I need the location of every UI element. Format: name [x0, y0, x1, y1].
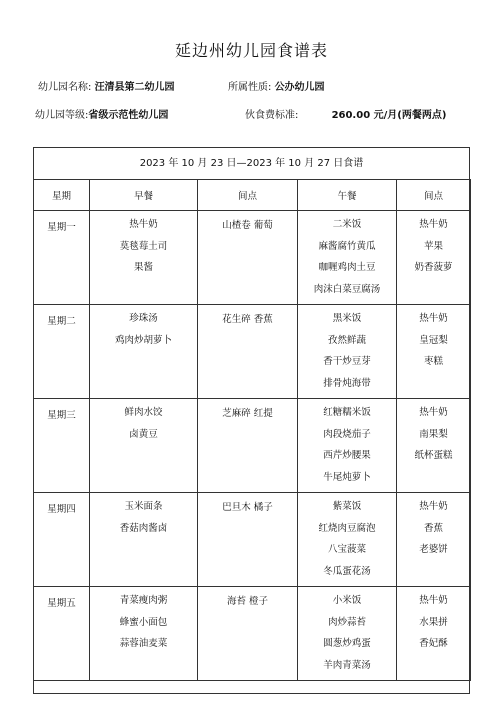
breakfast-item: 珍珠汤: [129, 313, 158, 324]
header-day: 星期: [34, 180, 90, 211]
day-cell: 星期三: [34, 399, 90, 493]
kindergarten-level: [35, 106, 168, 121]
breakfast-item: 卤黄豆: [129, 428, 158, 440]
fee-label: 伙食费标准:: [245, 110, 299, 121]
lunch-cell: [298, 305, 397, 399]
breakfast-item: 香菇肉酱卤: [119, 522, 168, 534]
lunch-item: 西芹炒腰果: [323, 450, 371, 461]
day-cell: 星期一: [34, 211, 90, 305]
lunch-item: 红烧肉豆腐泡: [318, 522, 376, 534]
snack2-item: 热牛奶: [419, 219, 448, 230]
lunch-item: 冬瓜蛋花汤: [323, 565, 371, 577]
table-row: [34, 493, 471, 587]
lunch-item: 香干炒豆芽: [323, 356, 371, 367]
lunch-item: 八宝菠菜: [327, 544, 366, 555]
snack2-cell: [397, 399, 471, 493]
day-cell: 星期二: [34, 305, 90, 399]
snack1-cell: 花生碎 香蕉: [198, 305, 298, 399]
snack2-item: 纸杯蛋糕: [414, 450, 453, 461]
lunch-item: 肉炒蒜苔: [327, 616, 366, 628]
lunch-item: 肉段烧茄子: [323, 428, 371, 440]
lunch-item: 孜然鲜蔬: [327, 334, 366, 346]
table-row: [34, 587, 471, 681]
menu-table: [33, 179, 471, 681]
fee-value: 260.00 元/月(两餐两点): [331, 110, 447, 121]
breakfast-cell: [90, 305, 198, 399]
type-label: 所属性质:: [228, 82, 272, 93]
lunch-item: 紫菜饭: [332, 501, 362, 512]
snack2-cell: [397, 587, 471, 681]
name-value: 汪清县第二幼儿园: [94, 82, 175, 93]
breakfast-item: 蜂蜜小面包: [119, 616, 168, 628]
lunch-item: 咖喱鸡肉土豆: [318, 262, 376, 273]
header-lunch: 午餐: [298, 180, 397, 211]
snack2-item: 香妃酥: [419, 638, 448, 649]
snack2-item: 皇冠梨: [419, 334, 448, 346]
lunch-item: 肉沫白菜豆腐汤: [313, 283, 381, 295]
snack2-item: 热牛奶: [419, 501, 448, 512]
table-row: [34, 211, 471, 305]
lunch-item: 二米饭: [332, 219, 362, 230]
lunch-cell: [298, 493, 397, 587]
snack2-item: 热牛奶: [419, 595, 448, 606]
lunch-cell: [298, 587, 397, 681]
lunch-cell: [298, 399, 397, 493]
snack2-item: 南果梨: [419, 428, 448, 440]
table-caption: 2023 年 10 月 23 日—2023 年 10 月 27 日食谱: [33, 147, 470, 180]
table-row: [34, 305, 471, 399]
type-value: 公办幼儿园: [274, 82, 325, 93]
breakfast-item: 热牛奶: [129, 219, 158, 230]
lunch-item: 红糖糯米饭: [323, 407, 371, 418]
lunch-item: 黑米饭: [332, 313, 362, 324]
snack2-item: 苹果: [423, 240, 443, 252]
lunch-item: 麻酱腐竹黄瓜: [318, 240, 376, 252]
kindergarten-name: [38, 78, 175, 93]
page-title: 延边州幼儿园食谱表: [174, 41, 328, 60]
snack2-item: 热牛奶: [419, 313, 448, 324]
day-cell: 星期四: [34, 493, 90, 587]
snack2-cell: [397, 305, 471, 399]
level-label: 幼儿园等级:: [35, 110, 89, 121]
header-breakfast: 早餐: [90, 180, 198, 211]
breakfast-item: 鸡肉炒胡萝卜: [114, 334, 172, 346]
lunch-item: 羊肉青菜汤: [323, 659, 371, 671]
kindergarten-type: [228, 78, 325, 93]
breakfast-item: 蒜蓉油麦菜: [119, 638, 168, 649]
level-value: 省级示范性幼儿园: [88, 110, 169, 121]
header-row: [34, 180, 471, 211]
breakfast-cell: [90, 493, 198, 587]
table-row: [34, 399, 471, 493]
breakfast-item: 玉米面条: [124, 501, 163, 512]
breakfast-cell: [90, 399, 198, 493]
lunch-item: 圆葱炒鸡蛋: [323, 638, 371, 649]
snack2-item: 水果拼: [419, 616, 448, 628]
snack1-cell: 海苔 橙子: [198, 587, 298, 681]
lunch-item: 小米饭: [332, 595, 362, 606]
breakfast-cell: [90, 587, 198, 681]
day-cell: 星期五: [34, 587, 90, 681]
header-snack2: 间点: [397, 180, 471, 211]
header-snack1: 间点: [198, 180, 298, 211]
snack2-item: 奶香菠萝: [414, 262, 453, 273]
snack1-cell: 山楂卷 葡萄: [198, 211, 298, 305]
snack2-cell: [397, 493, 471, 587]
lunch-item: 牛尾炖萝卜: [323, 471, 371, 483]
snack1-cell: 芝麻碎 红提: [198, 399, 298, 493]
breakfast-item: 莫毯莓土司: [119, 240, 168, 252]
lunch-item: 排骨炖海带: [323, 377, 371, 389]
snack2-item: 老婆饼: [419, 544, 448, 555]
snack2-item: 枣糕: [423, 356, 443, 367]
breakfast-item: 果酱: [133, 262, 153, 273]
breakfast-item: 青菜瘦肉粥: [119, 595, 168, 606]
breakfast-cell: [90, 211, 198, 305]
snack2-cell: [397, 211, 471, 305]
breakfast-item: 鲜肉水饺: [124, 407, 163, 418]
lunch-cell: [298, 211, 397, 305]
name-label: 幼儿园名称:: [38, 82, 92, 93]
snack1-cell: 巴旦木 橘子: [198, 493, 298, 587]
snack2-item: 香蕉: [423, 522, 443, 534]
meal-fee: [245, 106, 446, 121]
snack2-item: 热牛奶: [419, 407, 448, 418]
